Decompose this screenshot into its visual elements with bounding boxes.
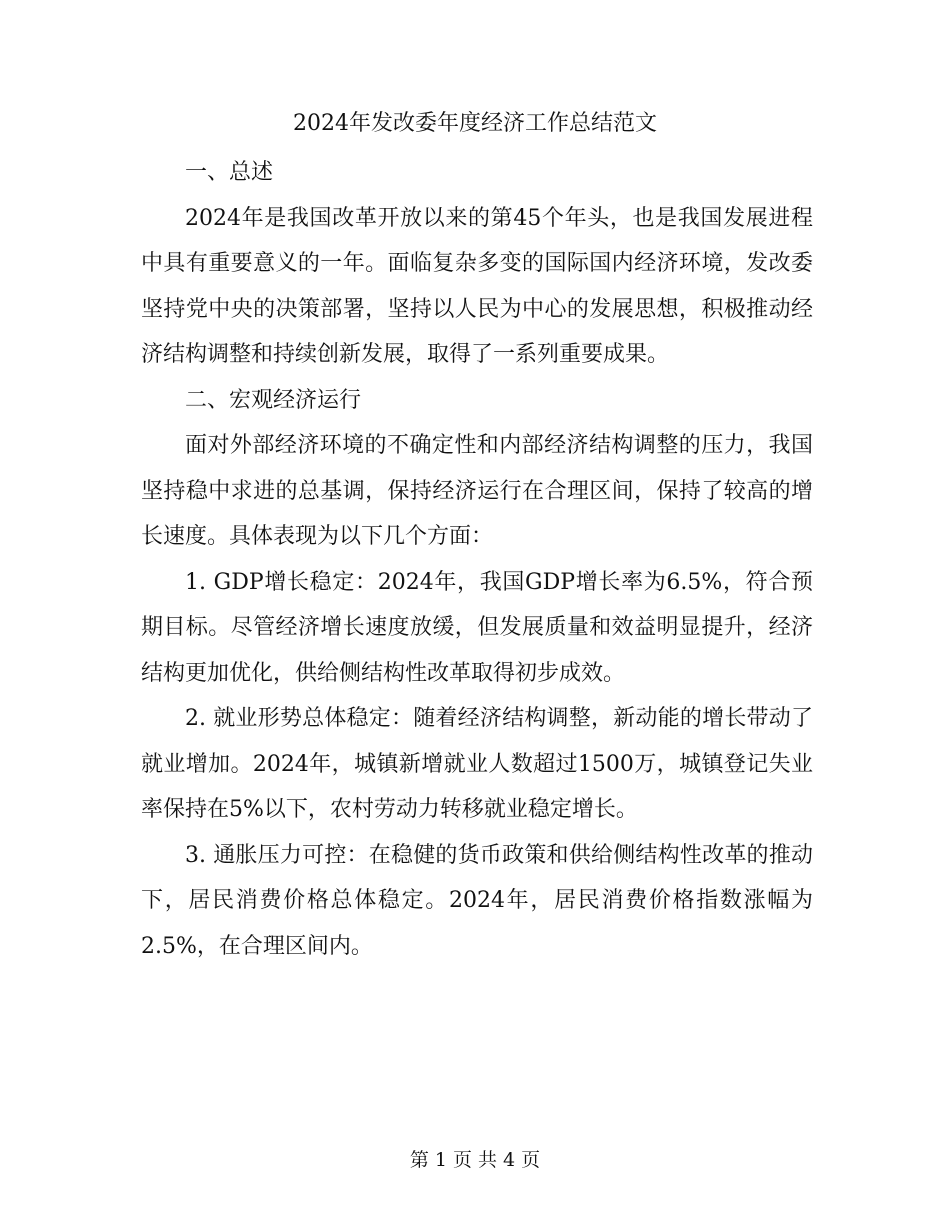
list-item-inflation: 3. 通胀压力可控：在稳健的货币政策和供给侧结构性改革的推动下，居民消费价格总体稳定。2024年，居民消费价格指数涨幅为2.5%，在合理区间内。 — [141, 842, 813, 959]
list-item-gdp: 1. GDP增长稳定：2024年，我国GDP增长率为6.5%，符合预期目标。尽管经济增长速度放缓，但发展质量和效益明显提升，经济结构更加优化，供给侧结构性改革取得初步成效。 — [141, 569, 813, 686]
section-heading-macro-economy: 二、宏观经济运行 — [185, 387, 362, 413]
paragraph-overview: 2024年是我国改革开放以来的第45个年头，也是我国发展进程中具有重要意义的一年。面临复杂多变的国际国内经济环境，发改委坚持党中央的决策部署，坚持以人民为中心的发展思想，积极推动经济结构调整和持续创新发展，取得了一系列重要成果。 — [141, 205, 813, 367]
document-title: 2024年发改委年度经济工作总结范文 — [293, 111, 657, 136]
document-body — [141, 150, 813, 969]
section-heading-overview: 一、总述 — [185, 160, 274, 185]
page-number: 第 1 页 共 4 页 — [409, 1149, 541, 1171]
list-item-employment: 2. 就业形势总体稳定：随着经济结构调整，新动能的增长带动了就业增加。2024年，城镇新增就业人数超过1500万，城镇登记失业率保持在5%以下，农村劳动力转移就业稳定增长。 — [141, 706, 813, 822]
paragraph-macro-intro: 面对外部经济环境的不确定性和内部经济结构调整的压力，我国坚持稳中求进的总基调，保持经济运行在合理区间，保持了较高的增长速度。具体表现为以下几个方面： — [141, 433, 813, 549]
